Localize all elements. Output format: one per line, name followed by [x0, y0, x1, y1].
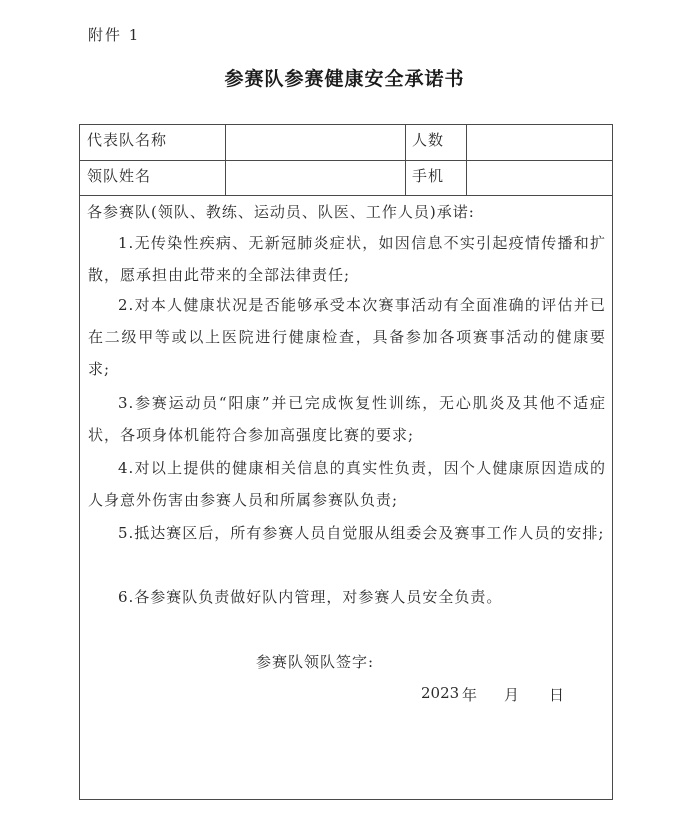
leader-signature-label: 参赛队领队签字:: [256, 653, 375, 671]
date-year-label: 年: [462, 686, 478, 704]
leader-name-label: 领队姓名: [87, 167, 152, 185]
column-divider-2: [405, 125, 406, 195]
leader-signature-field[interactable]: [380, 645, 600, 673]
commitment-item-6: 6.各参赛队负责做好队内管理，对参赛人员安全负责。: [118, 588, 503, 606]
count-label: 人数: [412, 131, 445, 149]
date-month-label: 月: [504, 686, 520, 704]
document-title: 参赛队参赛健康安全承诺书: [224, 68, 465, 90]
commitment-form: [79, 124, 613, 800]
team-name-field[interactable]: [226, 125, 405, 160]
team-name-label: 代表队名称: [87, 131, 168, 149]
date-year: 2023: [421, 684, 460, 702]
commitment-item-4: 4.对以上提供的健康相关信息的真实性负责，因个人健康原因造成的人身意外伤害由参赛人员和所属参赛队负责;: [88, 459, 606, 509]
commitment-intro: 各参赛队(领队、教练、运动员、队医、工作人员)承诺:: [87, 203, 475, 221]
phone-label: 手机: [412, 167, 445, 185]
row-divider-2: [80, 195, 612, 196]
commitment-item-5: 5.抵达赛区后，所有参赛人员自觉服从组委会及赛事工作人员的安排;: [118, 524, 605, 542]
attachment-label: 附件 1: [88, 26, 141, 44]
date-day-label: 日: [549, 686, 565, 704]
commitment-item-3: 3.参赛运动员“阳康”并已完成恢复性训练，无心肌炎及其他不适症状，各项身体机能符合参加高强度比赛的要求;: [88, 394, 606, 444]
count-field[interactable]: [467, 125, 612, 160]
phone-field[interactable]: [467, 161, 612, 195]
leader-name-field[interactable]: [226, 161, 405, 195]
commitment-item-2: 2.对本人健康状况是否能够承受本次赛事活动有全面准确的评估并已在二级甲等或以上医院进行健康检查，具备参加各项赛事活动的健康要求;: [88, 296, 606, 378]
commitment-item-1: 1.无传染性疾病、无新冠肺炎症状，如因信息不实引起疫情传播和扩散，愿承担由此带来的全部法律责任;: [88, 234, 606, 284]
